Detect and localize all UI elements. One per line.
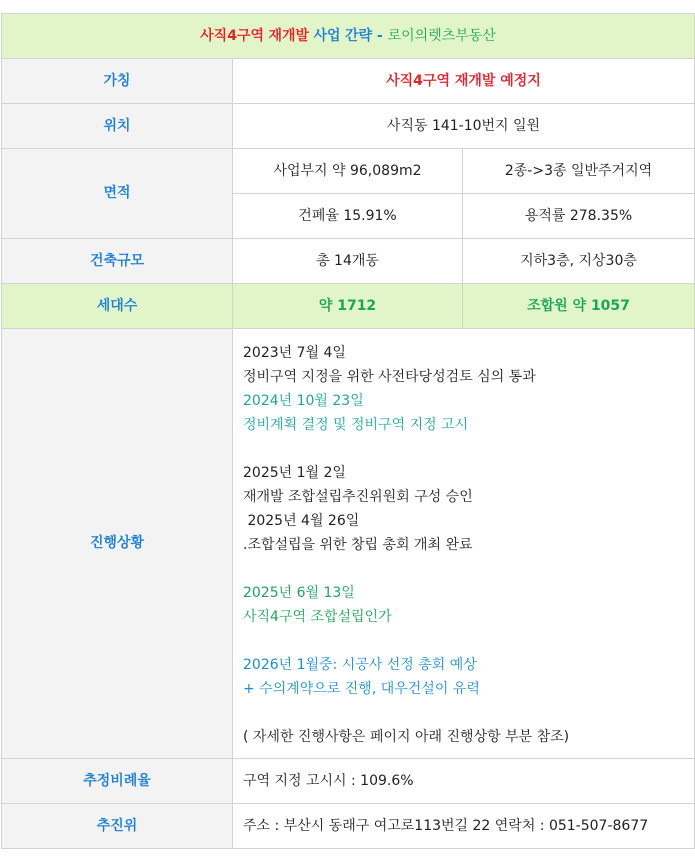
- status-line-7: 2025년 4월 26일: [243, 513, 360, 529]
- value-site-area: 사업부지 약 96,089m2: [233, 149, 463, 194]
- value-buildings: 총 14개동: [233, 239, 463, 284]
- label-status: 진행상황: [2, 329, 233, 759]
- value-members: 조합원 약 1057: [463, 284, 695, 329]
- title-part1: 사직4구역: [200, 27, 264, 44]
- value-floors: 지하3층, 지상30층: [463, 239, 695, 284]
- label-households: 세대수: [2, 284, 233, 329]
- status-line-12: + 수의계약으로 진행, 대우건설이 유력: [243, 681, 480, 697]
- status-line-13: ( 자세한 진행사항은 페이지 아래 진행상항 부분 참조): [243, 729, 570, 745]
- value-ratio: 구역 지정 고시시 : 109.6%: [233, 759, 695, 804]
- value-households: 약 1712: [233, 284, 463, 329]
- status-line-4: 정비계획 결정 및 정비구역 지정 고시: [243, 417, 469, 433]
- status-line-6: 재개발 조합설립추진위원회 구성 승인: [243, 489, 473, 505]
- status-timeline: [233, 329, 695, 759]
- title-company: 로이의렛츠부동산: [387, 27, 496, 44]
- redevelopment-summary-table: [1, 13, 695, 849]
- status-line-3: 2024년 10월 23일: [243, 393, 364, 409]
- title-sep: -: [372, 27, 388, 44]
- label-name: 가칭: [2, 59, 233, 104]
- title-part3: 사업: [313, 27, 341, 44]
- label-committee: 추진위: [2, 804, 233, 849]
- status-line-11: 2026년 1월중: 시공사 선정 총회 예상: [243, 657, 477, 673]
- status-line-9: 2025년 6월 13일: [243, 585, 355, 601]
- table-header: [2, 14, 695, 59]
- label-location: 위치: [2, 104, 233, 149]
- status-line-2: 정비구역 지정을 위한 사전타당성검토 심의 통과: [243, 369, 536, 385]
- status-line-1: 2023년 7월 4일: [243, 345, 346, 361]
- value-far: 용적률 278.35%: [463, 194, 695, 239]
- title-part4: 간략: [345, 27, 373, 44]
- status-line-10: 사직4구역 조합설립인가: [243, 609, 392, 625]
- label-ratio: 추정비례율: [2, 759, 233, 804]
- label-area: 면적: [2, 149, 233, 239]
- value-zone: 2종->3종 일반주거지역: [463, 149, 695, 194]
- status-line-5: 2025년 1월 2일: [243, 465, 346, 481]
- value-location: 사직동 141-10번지 일원: [233, 104, 695, 149]
- value-committee: 주소 : 부산시 동래구 여고로113번길 22 연락처 : 051-507-8677: [233, 804, 695, 849]
- label-scale: 건축규모: [2, 239, 233, 284]
- title-part2: 재개발: [268, 27, 310, 44]
- status-line-8: .조합설립을 위한 창립 총회 개최 완료: [243, 537, 473, 553]
- value-name: 사직4구역 재개발 예정지: [233, 59, 695, 104]
- value-coverage: 건폐율 15.91%: [233, 194, 463, 239]
